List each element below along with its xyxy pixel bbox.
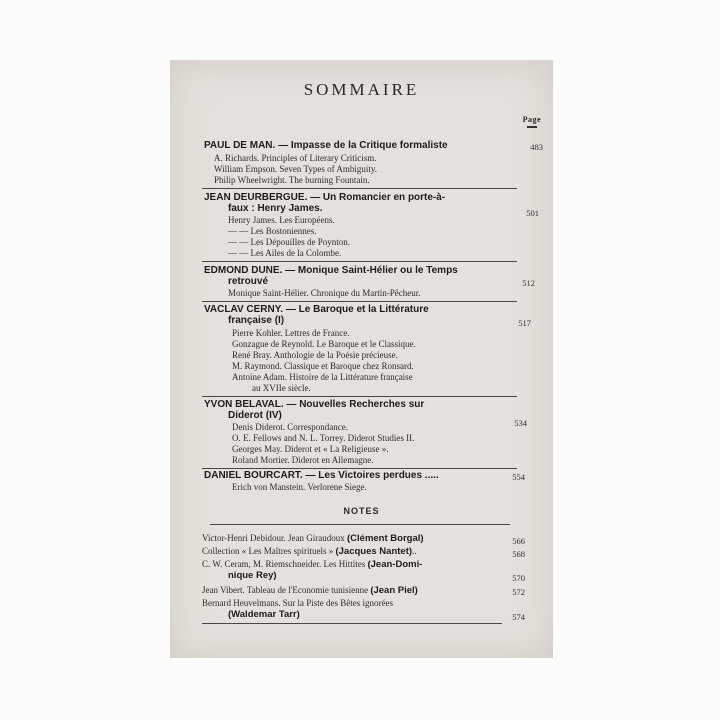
entry-author: EDMOND DUNE. <box>204 265 283 276</box>
entry-page: 483 <box>530 142 543 152</box>
note-text: Victor-Henri Debidour. Jean Giraudoux <box>202 533 347 543</box>
toc-entry <box>204 140 448 151</box>
entry-page: 517 <box>518 318 531 328</box>
entry-title: Monique Saint-Hélier ou le Temps <box>297 265 458 276</box>
note-page: 570 <box>512 573 525 583</box>
note-page: 568 <box>512 549 525 559</box>
toc-entry <box>204 192 445 203</box>
entry-work: M. Raymond. Classique et Baroque chez Ronsard. <box>232 361 414 371</box>
entry-author: DANIEL BOURCART. <box>204 470 303 481</box>
note-entry <box>202 559 422 570</box>
separator <box>202 623 502 624</box>
entry-author: VACLAV CERNY. <box>204 304 284 315</box>
entry-work: Georges May. Diderot et « La Religieuse ». <box>232 444 389 454</box>
entry-page: 554 <box>512 472 525 482</box>
entry-dash: — <box>283 304 299 315</box>
entry-work: — — Les Ailes de la Colombe. <box>228 248 342 258</box>
entry-dash: — <box>307 192 323 203</box>
entry-title: Nouvelles Recherches sur <box>299 399 425 410</box>
note-author: (Waldemar Tarr) <box>228 609 300 620</box>
page-title: SOMMAIRE <box>303 80 420 99</box>
entry-page: 534 <box>514 418 527 428</box>
entry-title-continued: retrouvé <box>228 276 269 287</box>
note-page: 574 <box>512 612 525 622</box>
entry-work: au XVIIe siècle. <box>252 383 311 393</box>
entry-dash: — <box>282 265 298 276</box>
leader-dots: ..... <box>422 470 439 481</box>
entry-title: Un Romancier en porte-à- <box>322 192 446 203</box>
note-text: Collection « Les Maîtres spirituels » <box>202 546 336 556</box>
page-column-heading: Page <box>522 115 541 124</box>
note-author: (Jacques Nantet) <box>335 546 413 557</box>
entry-work: Erich von Manstein. Verlorene Siege. <box>232 482 367 492</box>
entry-work: — — Les Bostoniennes. <box>228 226 317 236</box>
entry-title-continued: Diderot (IV) <box>228 410 282 421</box>
leader-dots: .. <box>412 546 417 556</box>
page-heading-rule <box>527 126 537 128</box>
entry-work: William Empson. Seven Types of Ambiguity. <box>214 164 377 174</box>
note-entry: Bernard Heuvelmans. Sur la Piste des Bêtes ignorées <box>202 598 393 608</box>
entry-work: O. E. Fellows and N. L. Torrey. Diderot Studies II. <box>232 433 415 443</box>
entry-title-continued: faux : Henry James. <box>228 203 323 214</box>
note-author-continued: nique Rey) <box>228 570 277 581</box>
entry-page: 501 <box>526 208 539 218</box>
entry-work: A. Richards. Principles of Literary Criticism. <box>214 153 377 163</box>
entry-work: — — Les Dépouilles de Poynton. <box>228 237 350 247</box>
book-page <box>170 60 553 658</box>
entry-dash: — <box>275 140 291 151</box>
note-page: 566 <box>512 536 525 546</box>
entry-work: Gonzague de Reynold. Le Baroque et le Classique. <box>232 339 416 349</box>
entry-work: Denis Diderot. Correspondance. <box>232 422 348 432</box>
separator <box>202 261 517 262</box>
entry-work: Henry James. Les Européens. <box>228 215 335 225</box>
entry-dash: — <box>302 470 319 481</box>
notes-heading: NOTES <box>343 506 380 516</box>
note-author: (Jean Piel) <box>370 585 418 596</box>
toc-entry <box>204 265 458 276</box>
note-text: C. W. Ceram, M. Riemschneider. Les Hittites <box>202 559 368 569</box>
entry-work: René Bray. Anthologie de la Poésie précieuse. <box>232 350 398 360</box>
toc-entry <box>204 399 424 410</box>
entry-title: Impasse de la Critique formaliste <box>290 140 448 151</box>
note-text: Jean Vibert. Tableau de l'Economie tunisienne <box>202 585 371 595</box>
separator <box>202 396 517 397</box>
note-author: (Clément Borgal) <box>347 533 424 544</box>
note-author: (Jean-Domi- <box>367 559 423 570</box>
entry-title-continued: française (I) <box>228 315 285 326</box>
note-entry <box>202 546 417 557</box>
entry-title: Les Victoires perdues <box>318 470 423 481</box>
entry-author: YVON BELAVAL. <box>204 399 284 410</box>
entry-author: JEAN DEURBERGUE. <box>204 192 308 203</box>
entry-dash: — <box>283 399 300 410</box>
entry-work: Roland Mortier. Diderot en Allemagne. <box>232 455 374 465</box>
toc-entry <box>204 304 429 315</box>
entry-work: Philip Wheelwright. The burning Fountain. <box>214 175 370 185</box>
note-entry <box>202 585 418 596</box>
entry-author: PAUL DE MAN. <box>204 140 276 151</box>
entry-work: Monique Saint-Hélier. Chronique du Martin-Pêcheur. <box>228 288 421 298</box>
separator <box>202 188 517 189</box>
entry-work: Pierre Kohler. Lettres de France. <box>232 328 350 338</box>
note-page: 572 <box>512 587 525 597</box>
entry-page: 512 <box>522 278 535 288</box>
entry-work: Antoine Adam. Histoire de la Littérature française <box>232 372 413 382</box>
note-entry <box>202 533 424 544</box>
separator <box>202 468 517 469</box>
separator <box>210 524 510 525</box>
separator <box>202 301 517 302</box>
toc-entry <box>204 470 439 481</box>
entry-title: Le Baroque et la Littérature <box>298 304 429 315</box>
